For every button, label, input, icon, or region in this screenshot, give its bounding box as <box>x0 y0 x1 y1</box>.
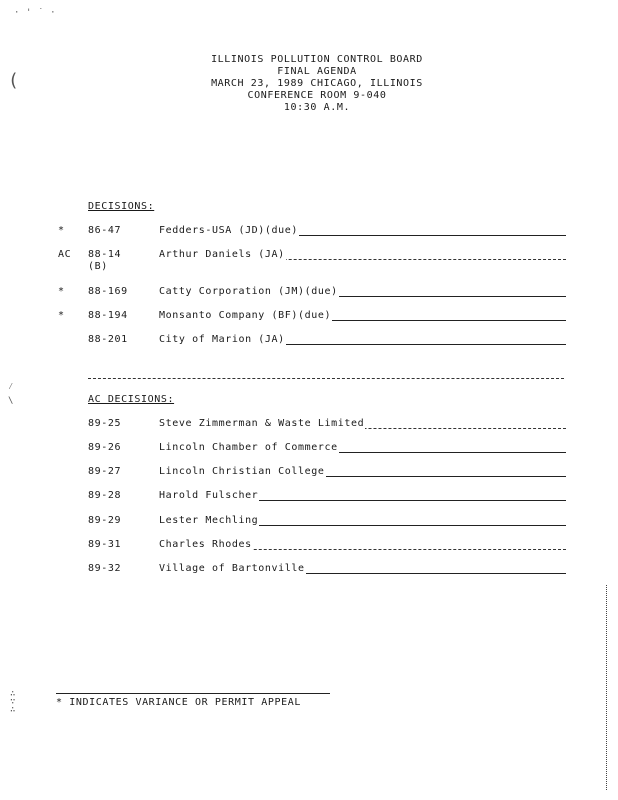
decision-row <box>0 225 618 239</box>
ac-decision-row <box>0 418 618 432</box>
case-name: Harold Fulscher <box>159 490 259 501</box>
meeting-room: CONFERENCE ROOM 9-040 <box>247 90 387 101</box>
case-name: City of Marion (JA) <box>159 334 285 345</box>
case-name: Steve Zimmerman & Waste Limited <box>159 418 365 429</box>
ac-decision-row <box>0 466 618 480</box>
scan-speck: ∴ ∵ ∴ <box>10 689 17 715</box>
board-name: ILLINOIS POLLUTION CONTROL BOARD <box>211 54 423 65</box>
meeting-date-location: MARCH 23, 1989 CHICAGO, ILLINOIS <box>211 78 423 89</box>
docket-number: 88-201 <box>88 334 128 345</box>
ac-decisions-heading: AC DECISIONS: <box>88 394 175 405</box>
scan-speck: ( <box>8 70 20 91</box>
case-name: Charles Rhodes <box>159 539 252 550</box>
decision-mark: * <box>58 286 65 297</box>
scan-speck: · ' ˙ · <box>14 8 57 18</box>
case-name: Arthur Daniels (JA) <box>159 249 285 260</box>
decision-row <box>0 334 618 348</box>
decision-mark: * <box>58 310 65 321</box>
decisions-heading: DECISIONS: <box>88 201 155 212</box>
decision-row <box>0 286 618 300</box>
footnote-rule <box>56 693 330 694</box>
decision-mark: AC <box>58 249 72 260</box>
scan-edge-mark <box>606 585 607 790</box>
docket-number: 88-14 <box>88 249 122 260</box>
docket-number: 86-47 <box>88 225 122 236</box>
case-name: Village of Bartonville <box>159 563 305 574</box>
agenda-title: FINAL AGENDA <box>277 66 357 77</box>
docket-sub: (B) <box>88 261 108 272</box>
decision-row <box>0 249 618 272</box>
scan-speck: ⁄ <box>8 382 15 392</box>
case-name: Fedders-USA (JD)(due) <box>159 225 299 236</box>
docket-number: 88-194 <box>88 310 128 321</box>
footnote: * INDICATES VARIANCE OR PERMIT APPEAL <box>56 697 301 708</box>
decision-row <box>0 310 618 324</box>
docket-number: 89-29 <box>88 515 122 526</box>
docket-number: 89-26 <box>88 442 122 453</box>
case-name: Monsanto Company (BF)(due) <box>159 310 332 321</box>
decision-mark: * <box>58 225 65 236</box>
scan-speck: \ <box>8 396 15 406</box>
case-name: Catty Corporation (JM)(due) <box>159 286 338 297</box>
section-divider <box>88 378 564 379</box>
agenda-header <box>0 54 618 114</box>
ac-decision-row <box>0 490 618 504</box>
docket-number: 89-32 <box>88 563 122 574</box>
case-name: Lincoln Christian College <box>159 466 325 477</box>
meeting-time: 10:30 A.M. <box>283 102 351 113</box>
docket-number: 89-27 <box>88 466 122 477</box>
case-name: Lester Mechling <box>159 515 259 526</box>
docket-number: 89-25 <box>88 418 122 429</box>
case-name: Lincoln Chamber of Commerce <box>159 442 338 453</box>
docket-number: 89-28 <box>88 490 122 501</box>
ac-decision-row <box>0 442 618 456</box>
ac-decision-row <box>0 539 618 553</box>
docket-number: 89-31 <box>88 539 122 550</box>
ac-decision-row <box>0 563 618 577</box>
ac-decision-row <box>0 515 618 529</box>
docket-number: 88-169 <box>88 286 128 297</box>
